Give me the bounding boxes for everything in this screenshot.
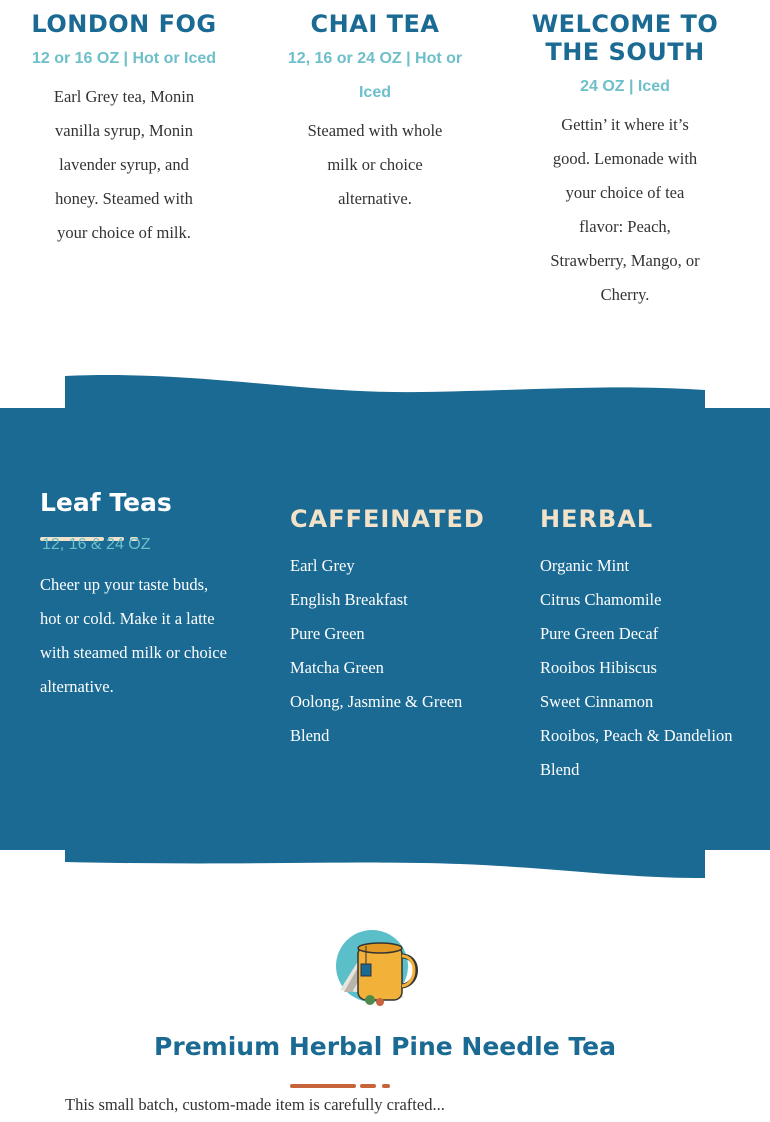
drink-size: 12, 16 or 24 OZ | Hot or Iced <box>287 50 463 101</box>
pine-needle-title: Premium Herbal Pine Needle Tea <box>154 1032 616 1061</box>
drink-size: 12 or 16 OZ | Hot or Iced <box>31 50 217 67</box>
list-item: Rooibos Hibiscus <box>540 658 657 677</box>
list-item: Sweet Cinnamon <box>540 692 654 711</box>
tea-mug-icon <box>330 928 422 1008</box>
list-item: English Breakfast <box>290 590 408 609</box>
caffeinated-heading: CAFFEINATED <box>290 505 485 533</box>
caffeinated-list <box>290 549 480 753</box>
drink-title: LONDON FOG <box>31 10 217 38</box>
herbal-heading: HERBAL <box>540 505 654 533</box>
leaf-teas-size: 12, 16 & 24 OZ <box>42 536 151 553</box>
wave-top-divider <box>0 370 770 410</box>
drink-title: CHAI TEA <box>310 10 440 38</box>
drink-description: Steamed with whole milk or choice alternative. <box>307 121 443 208</box>
wave-bottom-divider <box>0 848 770 882</box>
drink-size: 24 OZ | Iced <box>580 78 670 95</box>
list-item: Rooibos, Peach & Dandelion Blend <box>540 726 733 779</box>
drink-description: Earl Grey tea, Monin vanilla syrup, Monin lavender syrup, and honey. Steamed with your choice of milk. <box>53 87 195 242</box>
drink-title: WELCOME TO THE SOUTH <box>531 10 719 66</box>
drink-description: Gettin’ it where it’s good. Lemonade with your choice of tea flavor: Peach, Strawberry, Mango, or Cherry. <box>550 115 700 304</box>
drink-card-welcome-south <box>520 0 730 312</box>
list-item: Citrus Chamomile <box>540 590 662 609</box>
list-item: Earl Grey <box>290 556 355 575</box>
list-item: Organic Mint <box>540 556 630 575</box>
drink-card-chai-tea <box>280 0 470 216</box>
leaf-teas-description: Cheer up your taste buds, hot or cold. Make it a latte with steamed milk or choice alternative. <box>40 575 227 696</box>
list-item: Pure Green Decaf <box>540 624 659 643</box>
leaf-teas-title: Leaf Teas <box>40 488 172 517</box>
herbal-list <box>540 549 740 787</box>
list-item: Pure Green <box>290 624 365 643</box>
pine-needle-description: This small batch, custom-made item is carefully crafted... <box>65 1095 445 1114</box>
drink-card-london-fog <box>24 0 224 250</box>
list-item: Oolong, Jasmine & Green Blend <box>290 692 463 745</box>
list-item: Matcha Green <box>290 658 384 677</box>
